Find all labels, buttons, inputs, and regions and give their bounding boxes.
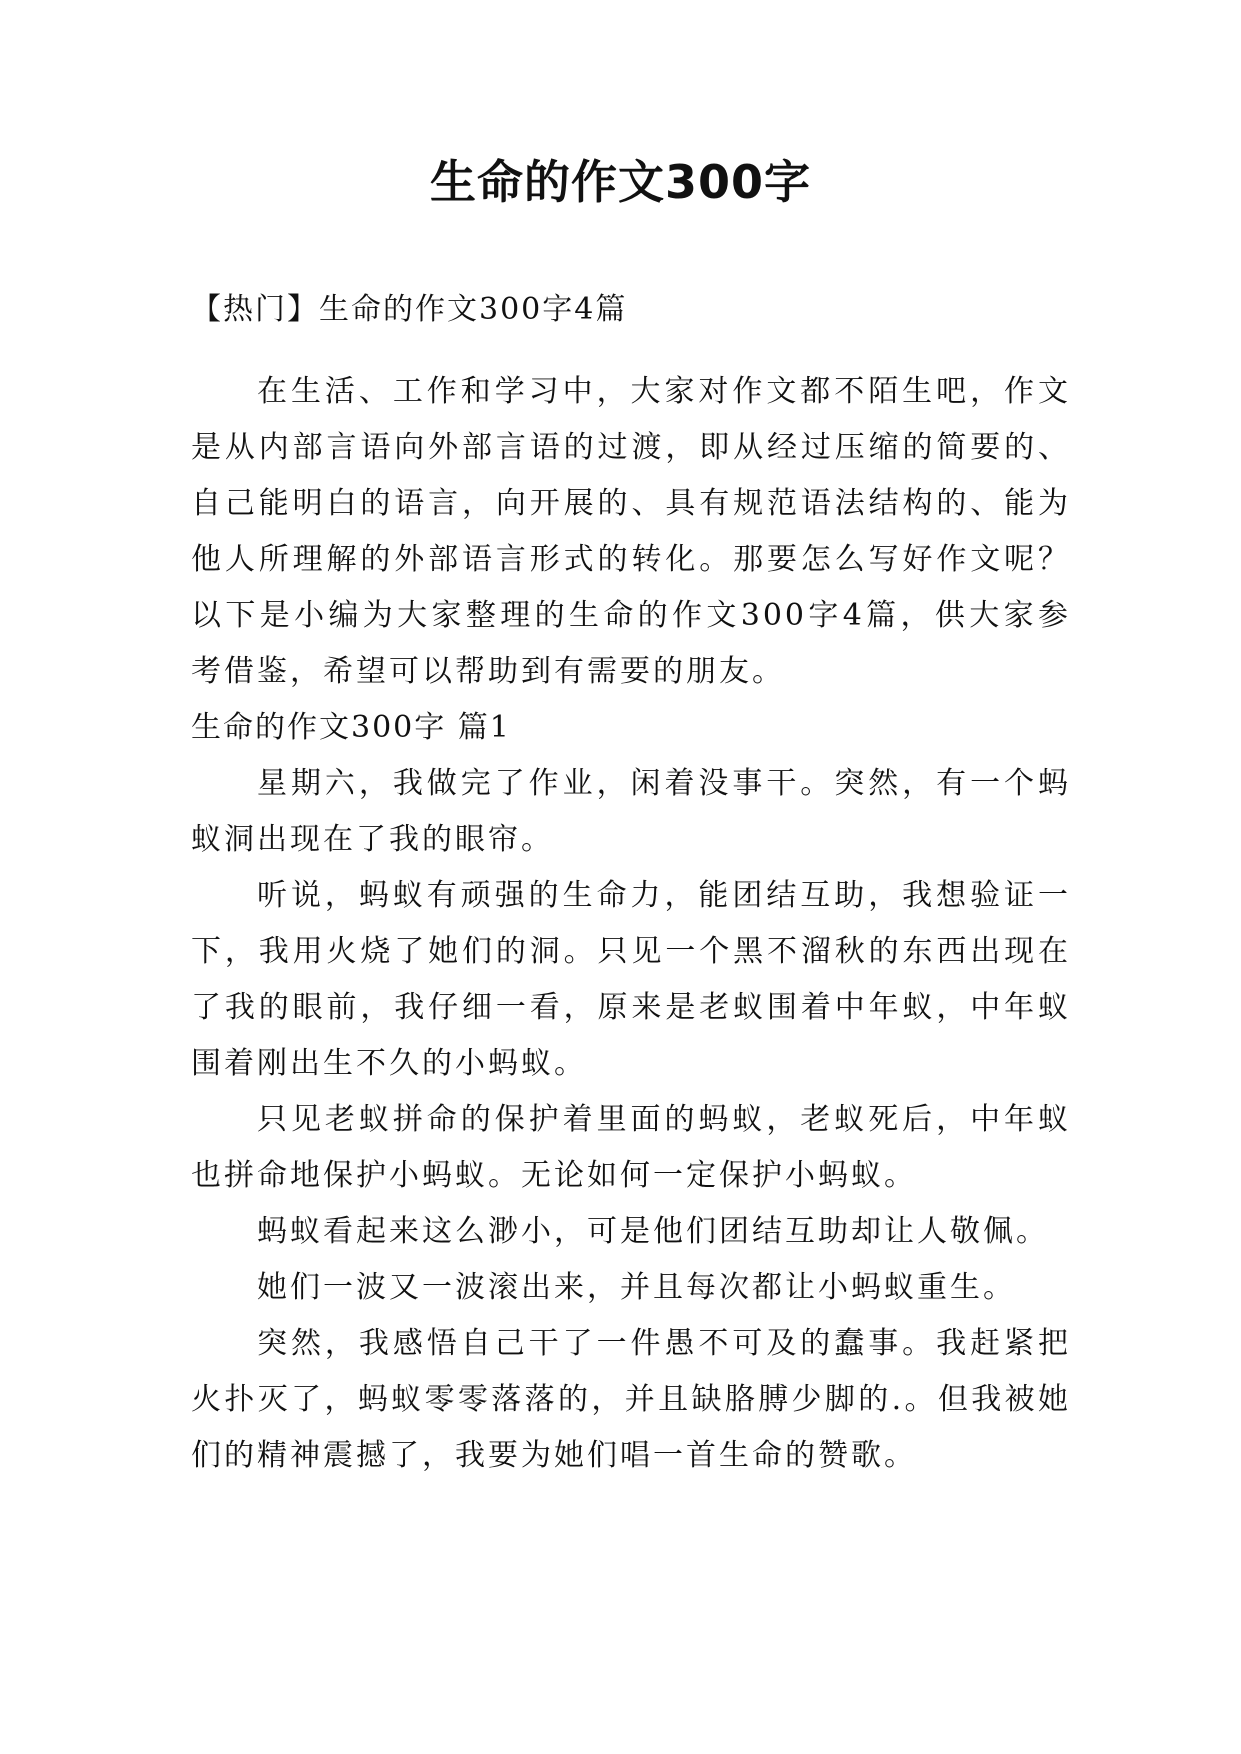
body-paragraph: 听说，蚂蚁有顽强的生命力，能团结互助，我想验证一下，我用火烧了她们的洞。只见一个黑不溜秋的东西出现在了我的眼前，我仔细一看，原来是老蚁围着中年蚁，中年蚁围着刚出生不久的小蚂蚁。	[191, 878, 1071, 1081]
body-paragraph: 只见老蚁拼命的保护着里面的蚂蚁，老蚁死后，中年蚁也拼命地保护小蚂蚁。无论如何一定保护小蚂蚁。	[191, 1102, 1071, 1193]
intro-paragraph: 在生活、工作和学习中，大家对作文都不陌生吧，作文是从内部言语向外部言语的过渡，即从经过压缩的简要的、自己能明白的语言，向开展的、具有规范语法结构的、能为他人所理解的外部语言形式的转化。那要怎么写好作文呢？以下是小编为大家整理的生命的作文300字4篇，供大家参考借鉴，希望可以帮助到有需要的朋友。	[191, 374, 1071, 689]
body-paragraph: 她们一波又一波滚出来，并且每次都让小蚂蚁重生。	[257, 1270, 1016, 1305]
body-paragraph: 突然，我感悟自己干了一件愚不可及的蠢事。我赶紧把火扑灭了，蚂蚁零零落落的，并且缺胳膊少脚的.。但我被她们的精神震撼了，我要为她们唱一首生命的赞歌。	[191, 1326, 1071, 1473]
body-paragraph: 星期六，我做完了作业，闲着没事干。突然，有一个蚂蚁洞出现在了我的眼帘。	[191, 766, 1071, 857]
document-body	[191, 364, 1071, 1484]
body-paragraph: 蚂蚁看起来这么渺小，可是他们团结互助却让人敬佩。	[257, 1214, 1049, 1249]
document-subtitle: 【热门】生命的作文300字4篇	[191, 292, 628, 327]
document-title: 生命的作文300字	[429, 155, 812, 209]
section-heading: 生命的作文300字 篇1	[191, 710, 511, 745]
